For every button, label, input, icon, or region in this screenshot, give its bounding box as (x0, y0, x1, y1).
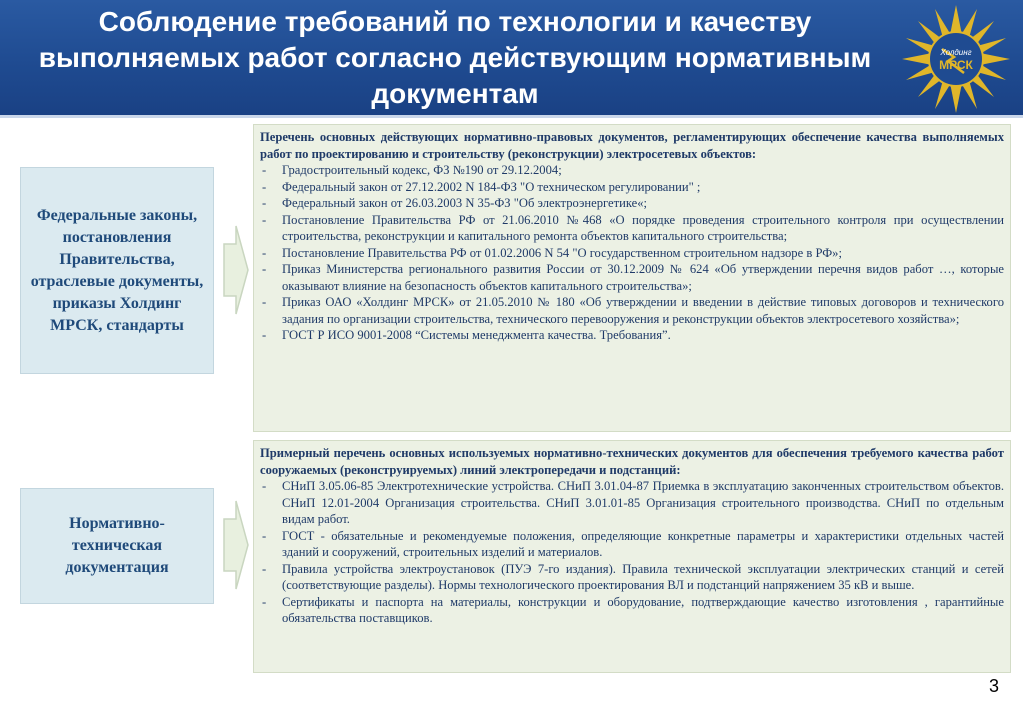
panel-heading: Примерный перечень основных используемых нормативно-технических документов для обеспечения требуемого качества работ сооружаемых (реконструируемых) линий электропередачи и подстанций: (260, 446, 1004, 477)
list-item: - Федеральный закон от 27.12.2002 N 184-ФЗ "О техническом регулировании" ; (260, 179, 1004, 196)
list-item: - Приказ Министерства регионального развития России от 30.12.2009 № 624 «Об утверждении перечня видов работ …, которые оказывают влияние на безопасность объектов капитального строительства»; (260, 261, 1004, 294)
header-divider (0, 115, 1023, 118)
category-federal-laws (20, 167, 214, 374)
document-list (260, 478, 1004, 627)
list-item: - Сертификаты и паспорта на материалы, конструкции и оборудование, подтверждающие качество изготовления , гарантийные обязательства поставщиков. (260, 594, 1004, 627)
category-label: Нормативно-техническая документация (65, 515, 169, 576)
list-item: - Постановление Правительства РФ от 21.06.2010 №468 «О порядке проведения строительного контроля при осуществлении строительства, реконструкции и капитального ремонта объектов капитального строительства; (260, 212, 1004, 245)
list-item: - Федеральный закон от 26.03.2003 N 35-ФЗ "Об электроэнергетике«; (260, 195, 1004, 212)
list-item: - СНиП 3.05.06-85 Электротехнические устройства. СНиП 3.01.04-87 Приемка в эксплуатацию законченных строительством объектов. СНиП 12.01-2004 Организация строительства. СНиП 3.01.01-85 Организация строительного производства. СНиП по отдельным видам работ. (260, 478, 1004, 528)
list-item: - Постановление Правительства РФ от 01.02.2006 N 54 "О государственном строительном надзоре в РФ»; (260, 245, 1004, 262)
legal-documents-panel (253, 124, 1011, 432)
logo-line2: МРСК (939, 58, 973, 72)
list-item: - Градостроительный кодекс, ФЗ №190 от 29.12.2004; (260, 162, 1004, 179)
list-item: - Правила устройства электроустановок (ПУЭ 7-го издания). Правила технической эксплуатации электрических станций и сетей (соответствующие разделы). Нормы технологического проектирования ВЛ и подстанций напряжением 35 кВ и выше. (260, 561, 1004, 594)
list-item: - Приказ ОАО «Холдинг МРСК» от 21.05.2010 № 180 «Об утверждении и введении в действие типовых договоров и технического задания по организации строительства, технического перевооружения и реконструкции объектов электросетевого хозяйства»; (260, 294, 1004, 327)
page-title: Соблюдение требований по технологии и качеству выполняемых работ согласно действующим нормативным документам (38, 6, 872, 109)
logo-line1: Холдинг (940, 48, 972, 57)
mrsk-logo (902, 5, 1010, 113)
category-label: Федеральные законы, постановления Правительства, отраслевые документы, приказы Холдинг МРСК, стандарты (30, 206, 204, 334)
panel-heading: Перечень основных действующих нормативно-правовых документов, регламентирующих обеспечение качества выполняемых работ по проектированию и строительству (реконструкции) электросетевых объектов: (260, 130, 1004, 161)
arrow-right-icon (222, 222, 250, 318)
category-technical-docs (20, 488, 214, 604)
arrow-right-icon (222, 497, 250, 593)
technical-documents-panel (253, 440, 1011, 673)
page-number: 3 (988, 676, 999, 696)
list-item: - ГОСТ - обязательные и рекомендуемые положения, определяющие конкретные параметры и характеристики отдельных частей зданий и сооружений, строительных изделий и материалов. (260, 528, 1004, 561)
document-list (260, 162, 1004, 344)
list-item: - ГОСТ Р ИСО 9001-2008 “Системы менеджмента качества. Требования”. (260, 327, 1004, 344)
